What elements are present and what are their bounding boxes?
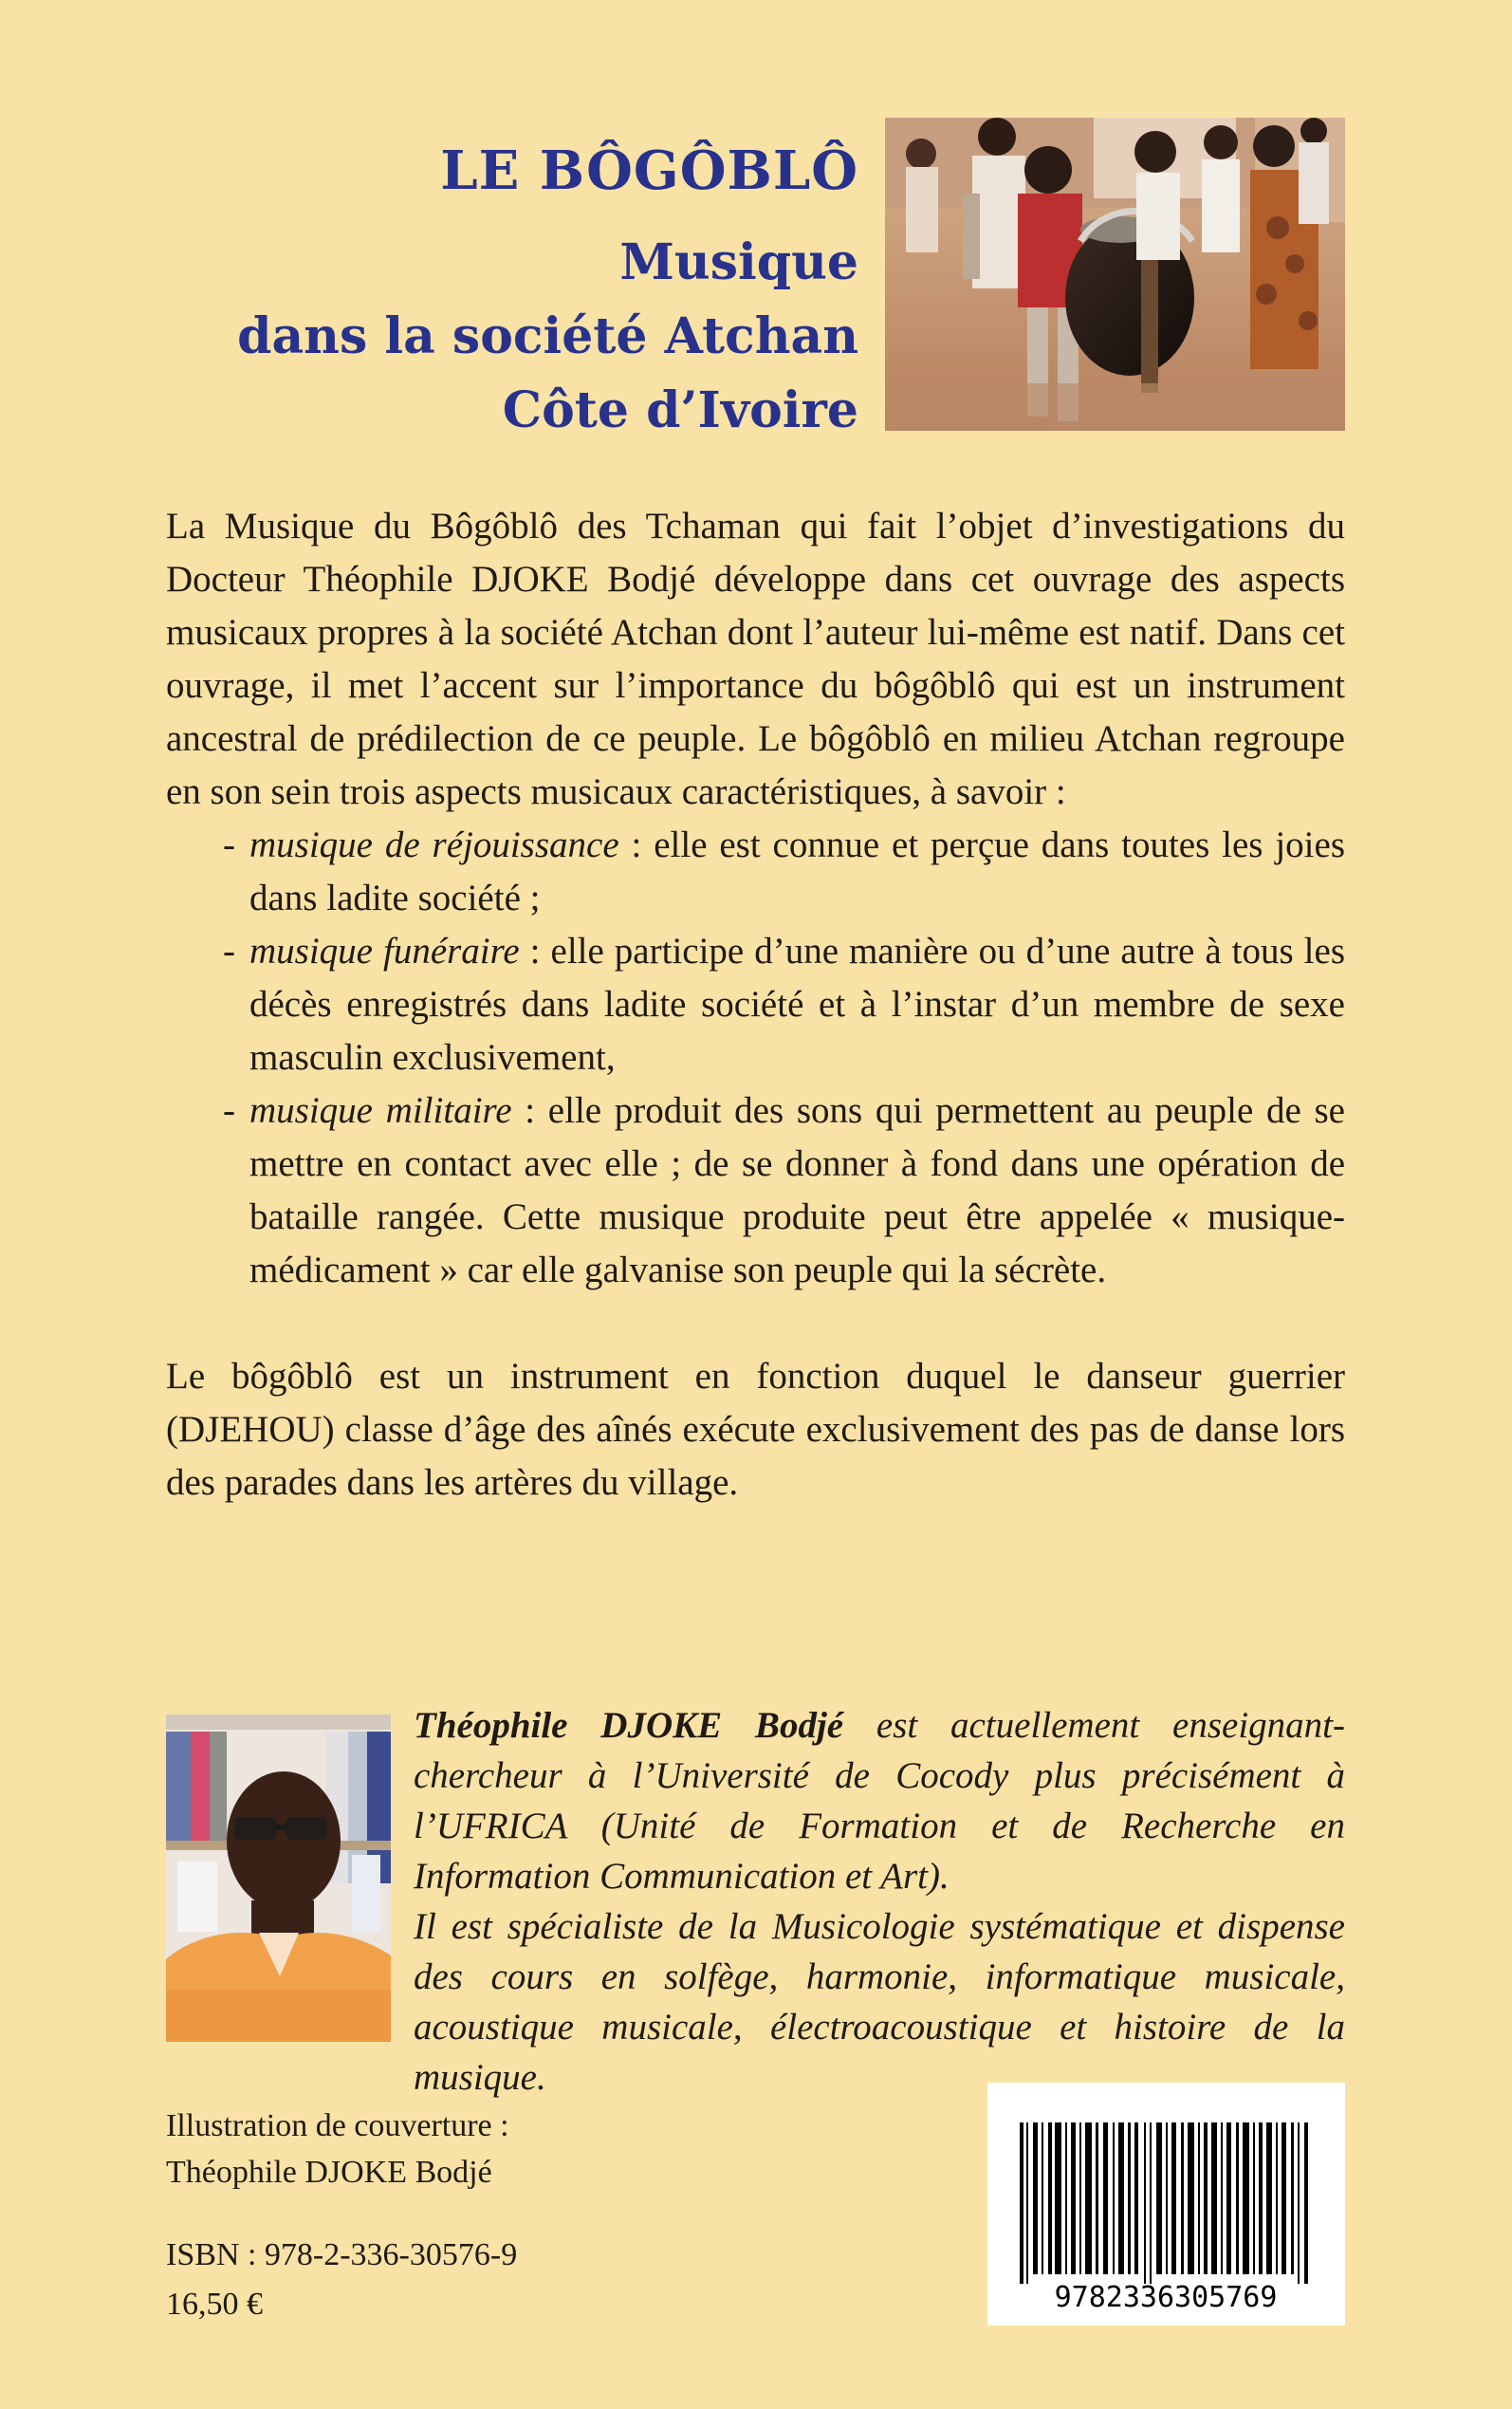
list-item — [166, 925, 1345, 1084]
author-portrait-photo-icon — [166, 1714, 391, 2042]
list-text: : elle est connue et perçue dans toutes les joies dans ladite société ; — [249, 825, 1345, 918]
paragraph-gap — [166, 1297, 1345, 1350]
isbn: ISBN : 978-2-336-30576-9 — [166, 2237, 518, 2272]
barcode-number: 9782336305769 — [1054, 2281, 1278, 2314]
list-term: musique funéraire — [249, 931, 520, 972]
illustration-credit-block — [166, 2103, 830, 2196]
drum-performance-photo-icon — [885, 118, 1345, 431]
list-term: musique de réjouissance — [249, 825, 619, 865]
list-term: musique militaire — [249, 1090, 512, 1131]
author-bio-line-1: est actuellement enseignant-chercheur à l’Université de Cocody plus précisément à l’UFRICA (Unité de Formation et de Recherche en Information Communication et Art). — [414, 1705, 1345, 1897]
aspects-list — [166, 819, 1345, 1297]
price: 16,50 € — [166, 2287, 263, 2322]
author-bio-paragraph-2: Il est spécialiste de la Musicologie systématique et dispense des cours en solfège, harmonie, informatique musicale, acoustique musicale, électroacoustique et histoire de la musique. — [414, 1906, 1345, 2098]
list-text: : elle participe d’une manière ou d’une autre à tous les décès enregistrés dans ladite société et à l’instar d’un membre de sexe masculin exclusivement, — [249, 931, 1345, 1078]
illustration-credit: Théophile DJOKE Bodjé — [166, 2155, 492, 2190]
intro-paragraph: La Musique du Bôgôblô des Tchaman qui fait l’objet d’investigations du Docteur Théophile DJOKE Bodjé développe dans cet ouvrage des aspects musicaux propres à la société Atchan dont l’auteur lui-même est natif. Dans cet ouvrage, il met l’accent sur l’importance du bôgôblô qui est un instrument ancestral de prédilection de ce peuple. Le bôgôblô en milieu Atchan regroupe en son sein trois aspects musicaux caractéristiques, à savoir : — [166, 506, 1345, 812]
book-subtitle-line-2: dans la société Atchan — [237, 307, 858, 365]
title-block — [152, 133, 858, 448]
list-item — [166, 1084, 1345, 1297]
author-photo — [166, 1714, 391, 2042]
author-bio-paragraph-1 — [414, 1700, 1345, 1901]
author-bio — [414, 1700, 1345, 2103]
main-description — [166, 500, 1345, 1510]
list-item — [166, 819, 1345, 925]
list-dash: - — [223, 931, 235, 972]
closing-paragraph: Le bôgôblô est un instrument en fonction duquel le danseur guerrier (DJEHOU) classe d’âge des aînés exécute exclusivement des pas de danse lors des parades dans les artères du village. — [166, 1356, 1345, 1503]
illustration-label: Illustration de couverture : — [166, 2108, 509, 2143]
book-subtitle-line-1: Musique — [619, 233, 858, 291]
list-text: : elle produit des sons qui permettent au peuple de se mettre en contact avec elle ; de se donner à fond dans une opération de bataille rangée. Cette musique produite peut être appelée « musique-médicament » car elle galvanise son peuple qui la sécrète. — [249, 1090, 1345, 1290]
list-dash: - — [223, 1090, 235, 1131]
barcode-icon — [987, 2083, 1345, 2326]
book-title: LE BÔGÔBLÔ — [440, 139, 858, 202]
top-photo — [885, 118, 1345, 431]
list-dash: - — [223, 825, 235, 865]
author-name: Théophile DJOKE Bodjé — [414, 1705, 844, 1746]
book-subtitle-line-3: Côte d’Ivoire — [502, 381, 858, 439]
barcode — [987, 2083, 1345, 2326]
